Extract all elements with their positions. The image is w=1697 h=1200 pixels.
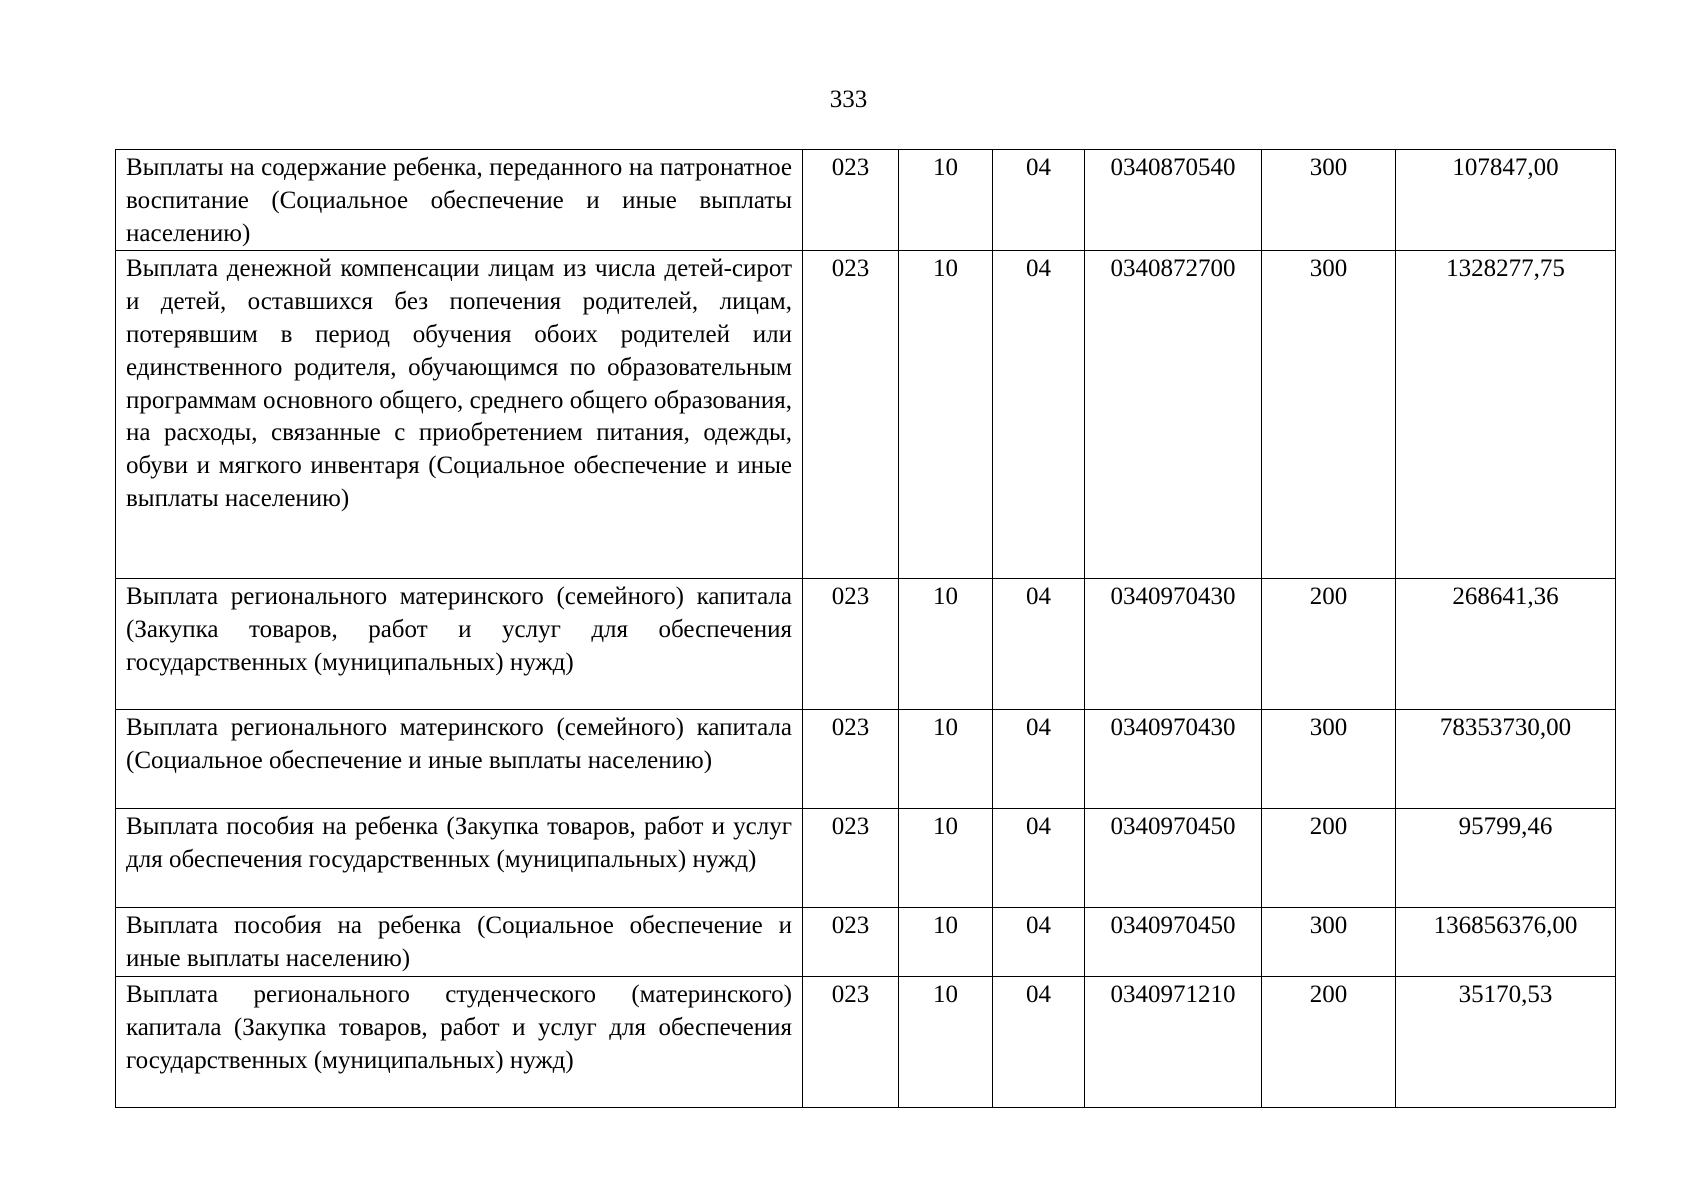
table-row [116,809,1616,908]
target-article-code: 0340970430 [1085,710,1262,809]
amount: 107847,00 [1396,150,1616,251]
page-number: 333 [829,86,868,113]
target-article-code: 0340971210 [1085,976,1262,1107]
amount: 268641,36 [1396,579,1616,710]
table-row [116,579,1616,710]
expense-type-code: 300 [1262,908,1396,977]
target-article-code: 0340870540 [1085,150,1262,251]
row-description: Выплата регионального материнского (семейного) капитала (Закупка товаров, работ и услуг для обеспечения государственных (муниципальных) нужд) [116,579,803,710]
row-description: Выплата денежной компенсации лицам из числа детей-сирот и детей, оставшихся без попечения родителей, лицам, потерявшим в период обучения обоих родителей или единственного родителя, обучающимся по образовательным программам основного общего, среднего общего образования, на расходы, связанные с приобретением питания, одежды, обуви и мягкого инвентаря (Социальное обеспечение и иные выплаты населению) [116,251,803,579]
section-code: 10 [899,976,993,1107]
row-description: Выплата регионального материнского (семейного) капитала (Социальное обеспечение и иные выплаты населению) [116,710,803,809]
amount: 35170,53 [1396,976,1616,1107]
amount: 95799,46 [1396,809,1616,908]
section-code: 10 [899,579,993,710]
subsection-code: 04 [993,579,1085,710]
section-code: 10 [899,809,993,908]
amount: 78353730,00 [1396,710,1616,809]
subsection-code: 04 [993,908,1085,977]
budget-table [115,149,1616,1108]
section-code: 10 [899,710,993,809]
amount: 136856376,00 [1396,908,1616,977]
target-article-code: 0340970450 [1085,908,1262,977]
ministry-code: 023 [803,809,899,908]
subsection-code: 04 [993,976,1085,1107]
expense-type-code: 300 [1262,150,1396,251]
table-row [116,976,1616,1107]
subsection-code: 04 [993,710,1085,809]
table-row [116,908,1616,977]
ministry-code: 023 [803,976,899,1107]
table-row [116,251,1616,579]
ministry-code: 023 [803,710,899,809]
ministry-code: 023 [803,251,899,579]
subsection-code: 04 [993,251,1085,579]
target-article-code: 0340872700 [1085,251,1262,579]
ministry-code: 023 [803,579,899,710]
expense-type-code: 300 [1262,251,1396,579]
table-row [116,710,1616,809]
row-description: Выплата пособия на ребенка (Социальное обеспечение и иные выплаты населению) [116,908,803,977]
section-code: 10 [899,150,993,251]
expense-type-code: 200 [1262,976,1396,1107]
subsection-code: 04 [993,809,1085,908]
expense-type-code: 200 [1262,579,1396,710]
ministry-code: 023 [803,150,899,251]
target-article-code: 0340970450 [1085,809,1262,908]
expense-type-code: 300 [1262,710,1396,809]
amount: 1328277,75 [1396,251,1616,579]
ministry-code: 023 [803,908,899,977]
expense-type-code: 200 [1262,809,1396,908]
section-code: 10 [899,251,993,579]
row-description: Выплата пособия на ребенка (Закупка товаров, работ и услуг для обеспечения государственных (муниципальных) нужд) [116,809,803,908]
target-article-code: 0340970430 [1085,579,1262,710]
row-description: Выплата регионального студенческого (материнского) капитала (Закупка товаров, работ и услуг для обеспечения государственных (муниципальных) нужд) [116,976,803,1107]
row-description: Выплаты на содержание ребенка, переданного на патронатное воспитание (Социальное обеспечение и иные выплаты населению) [116,150,803,251]
subsection-code: 04 [993,150,1085,251]
table-row [116,150,1616,251]
section-code: 10 [899,908,993,977]
